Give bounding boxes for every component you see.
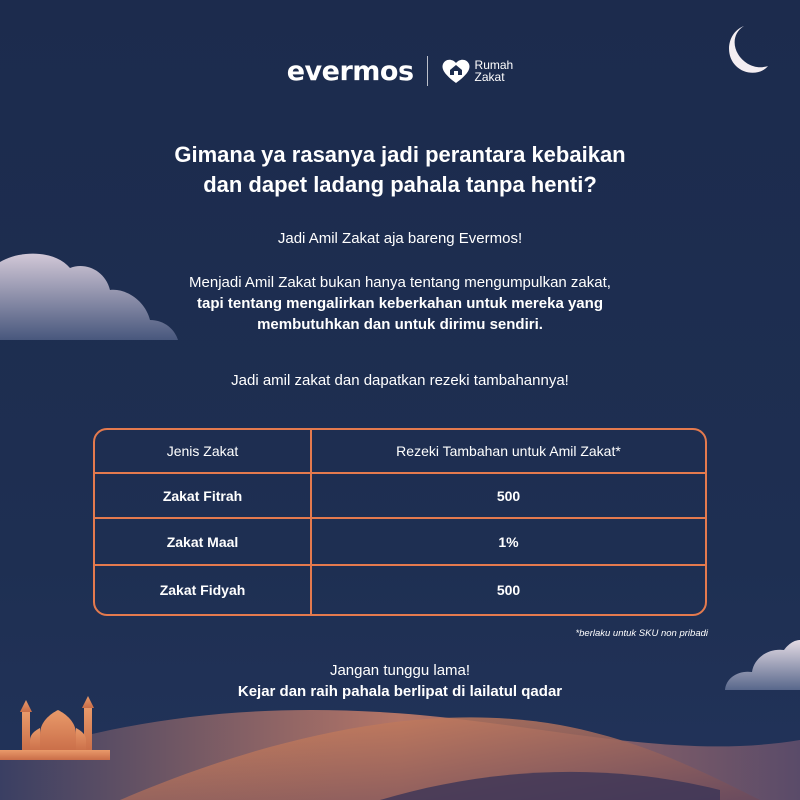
rumah-zakat-line1: Rumah (474, 58, 514, 72)
table-cell-value: 500 (496, 487, 521, 504)
rumah-zakat-wordmark (475, 59, 514, 83)
cta-text: Jadi amil zakat dan dapatkan rezeki tambahannya! (231, 372, 569, 389)
footnote: *berlaku untuk SKU non pribadi (575, 628, 708, 639)
table-header-rezeki: Rezeki Tambahan untuk Amil Zakat* (396, 443, 621, 459)
table-cell-value: 500 (496, 582, 521, 598)
headline-line1: Gimana ya rasanya jadi perantara kebaikan (174, 142, 626, 167)
mosque-silhouette (0, 696, 110, 760)
table-header-jenis: Jenis Zakat (166, 443, 239, 459)
logo-divider (427, 56, 428, 86)
body-line3: membutuhkan dan untuk dirimu sendiri. (257, 316, 543, 333)
body-line1: Menjadi Amil Zakat bukan hanya tentang mengumpulkan zakat, (189, 274, 611, 291)
zakat-table (93, 428, 707, 616)
heart-house-icon (441, 58, 471, 84)
evermos-logo: evermos (286, 55, 414, 87)
closing-line2: Kejar dan raih pahala berlipat di lailatul qadar (237, 683, 563, 700)
headline (0, 140, 800, 200)
closing-line1: Jangan tunggu lama! (329, 662, 471, 679)
table-cell-value: 1% (498, 533, 519, 550)
table-cell-type: Zakat Fidyah (159, 582, 246, 598)
body-text (0, 272, 800, 335)
desert-dunes (0, 710, 800, 800)
brand-header (0, 56, 800, 86)
headline-line2: dan dapet ladang pahala tanpa henti? (203, 172, 597, 197)
body-line2: tapi tentang mengalirkan keberkahan untuk mereka yang (197, 295, 603, 312)
rumah-zakat-logo (441, 58, 514, 84)
table-cell-type: Zakat Maal (166, 533, 239, 550)
intro-text: Jadi Amil Zakat aja bareng Evermos! (277, 230, 523, 247)
rumah-zakat-line2: Zakat (474, 70, 505, 84)
closing-text (0, 660, 800, 702)
table-cell-type: Zakat Fitrah (162, 487, 243, 504)
